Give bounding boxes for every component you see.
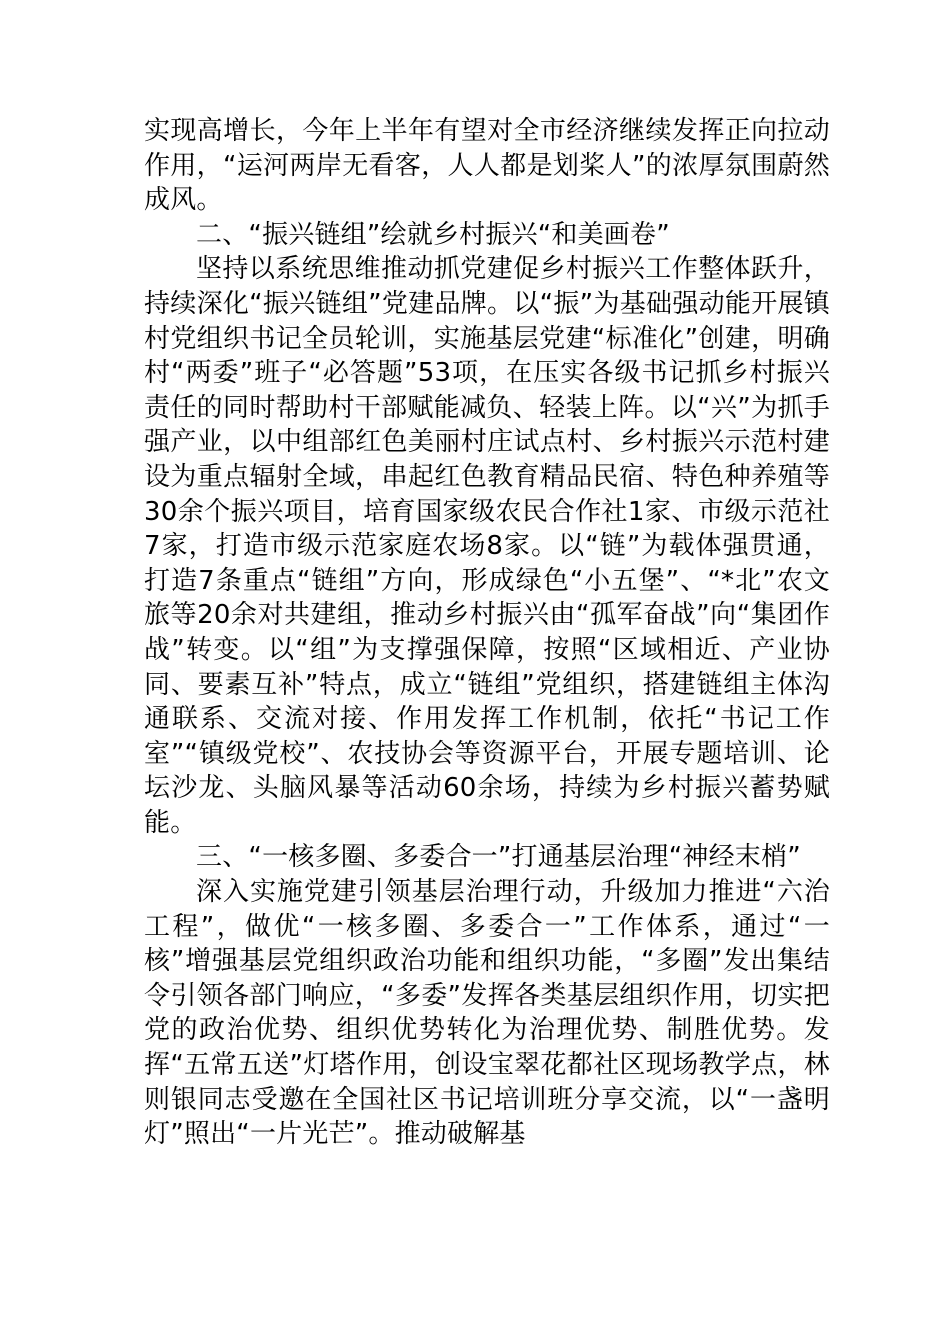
paragraph-continuation: 实现高增长，今年上半年有望对全市经济继续发挥正向拉动作用，“运河两岸无看客，人人都是划桨人”的浓厚氛围蔚然成风。 xyxy=(144,116,830,216)
section-heading-three: 三、“一核多圈、多委合一”打通基层治理“神经末梢” xyxy=(196,842,801,873)
paragraph-grassroots-governance: 深入实施党建引领基层治理行动，升级加力推进“六治工程”，做优“一核多圈、多委合一”工作体系，通过“一核”增强基层党组织政治功能和组织功能，“多圈”发出集结令引领各部门响应，“多委”发挥各类基层组织作用，切实把党的政治优势、组织优势转化为治理优势、制胜优势。发挥“五常五送”灯塔作用，创设宝翠花都社区现场教学点，林则银同志受邀在全国社区书记培训班分享交流，以“一盏明灯”照出“一片光芒”。推动破解基 xyxy=(144,877,830,1150)
section-heading-two: 二、“振兴链组”绘就乡村振兴“和美画卷” xyxy=(196,219,670,250)
document-body xyxy=(144,114,830,1152)
paragraph-rural-revitalization: 坚持以系统思维推动抓党建促乡村振兴工作整体跃升，持续深化“振兴链组”党建品牌。以“振”为基础强动能开展镇村党组织书记全员轮训，实施基层党建“标准化”创建，明确村“两委”班子“必答题”53项，在压实各级书记抓乡村振兴责任的同时帮助村干部赋能减负、轻装上阵。以“兴”为抓手强产业，以中组部红色美丽村庄试点村、乡村振兴示范村建设为重点辐射全域，串起红色教育精品民宿、特色种养殖等30余个振兴项目，培育国家级农民合作社1家、市级示范社7家，打造市级示范家庭农场8家。以“链”为载体强贯通，打造7条重点“链组”方向，形成绿色“小五堡”、“*北”农文旅等20余对共建组，推动乡村振兴由“孤军奋战”向“集团作战”转变。以“组”为支撑强保障，按照“区域相近、产业协同、要素互补”特点，成立“链组”党组织，搭建链组主体沟通联系、交流对接、作用发挥工作机制，依托“书记工作室”“镇级党校”、农技协会等资源平台，开展专题培训、论坛沙龙、头脑风暴等活动60余场，持续为乡村振兴蓄势赋能。 xyxy=(144,254,830,838)
